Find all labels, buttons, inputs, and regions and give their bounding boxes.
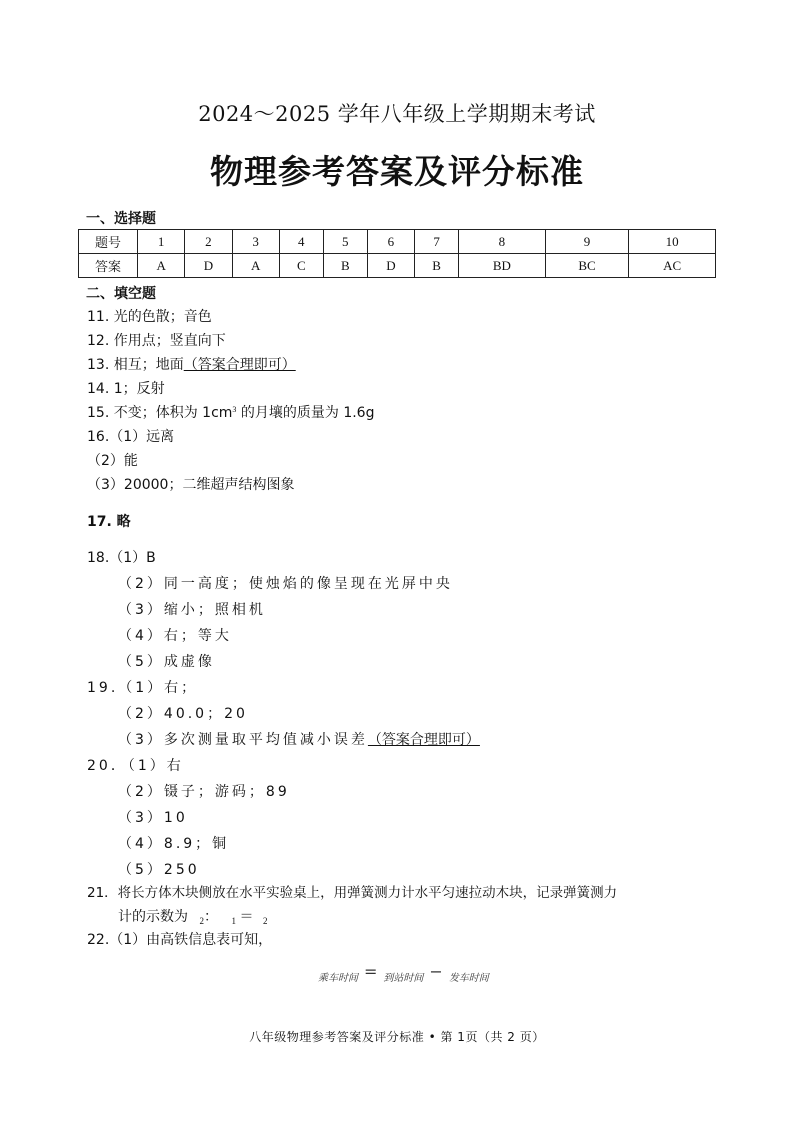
answer-text: 的月壤的质量为 1.6g: [236, 405, 375, 421]
answer-text: （4）8.9；铜: [118, 836, 230, 852]
answer-line-20-3: [118, 807, 188, 827]
answer-line-22-1: [87, 929, 272, 949]
answer-text: 20．（1）右: [87, 758, 184, 774]
answer-line-17: [87, 511, 131, 531]
page-footer: 八年级物理参考答案及评分标准 • 第 1页（共 2 页）: [249, 1030, 545, 1044]
exam-title: 2024～2025 学年八年级上学期期末考试: [198, 102, 596, 126]
answer-line-19-3: [118, 729, 480, 749]
answer-text: （2）40.0；20: [118, 706, 248, 722]
answer-text: （2）镊子；游码；89: [118, 784, 290, 800]
table-cell: A: [232, 254, 279, 278]
table-cell: B: [323, 254, 367, 278]
time-formula: [318, 962, 489, 985]
table-cell: 10: [629, 230, 716, 254]
answer-text: （4）右；等大: [118, 628, 232, 644]
answer-line-16-2: [87, 450, 138, 470]
answer-text: （2）能: [87, 453, 138, 469]
table-cell: BD: [459, 254, 546, 278]
answer-line-13: [87, 354, 296, 374]
table-cell: C: [279, 254, 323, 278]
answer-line-21-1: [87, 881, 617, 901]
answer-text: 18.（1）B: [87, 550, 156, 566]
answer-line-15: [87, 402, 374, 422]
answer-line-16-1: [87, 426, 174, 446]
formula-term: 到站时间: [383, 973, 424, 984]
table-cell: BC: [545, 254, 628, 278]
answer-text: 计的示数为: [118, 909, 188, 925]
answer-line-18-3: [118, 599, 266, 619]
answer-line-20-5: [118, 859, 200, 879]
answer-line-18-2: [118, 573, 453, 593]
answer-text: （2）同一高度；使烛焰的像呈现在光屏中央: [118, 576, 453, 592]
formula-term: 乘车时间: [318, 973, 358, 984]
section-heading-choice: 一、选择题: [86, 211, 156, 227]
table-row-numbers: [79, 230, 716, 254]
table-cell: D: [367, 254, 414, 278]
answer-line-20-4: [118, 833, 229, 853]
answer-text: 22.（1）由高铁信息表可知，: [87, 932, 273, 948]
table-cell: 8: [459, 230, 546, 254]
table-cell: 9: [545, 230, 628, 254]
answer-note: （答案合理即可）: [183, 357, 296, 373]
answer-text: 12. 作用点；竖直向下: [87, 333, 226, 349]
superscript: 3: [232, 405, 237, 414]
formula-term: 发车时间: [448, 973, 489, 984]
answer-table: [78, 229, 716, 278]
section-heading-fill: 二、填空题: [86, 286, 156, 302]
answer-text: （5）250: [118, 862, 200, 878]
answer-line-21-2: [118, 906, 268, 926]
answer-text: 21．将长方体木块侧放在水平实验桌上，用弹簧测力计水平匀速拉动木块，记录弹簧测力: [87, 885, 618, 901]
answer-text: （5）成虚像: [118, 654, 215, 670]
formula-operator: −: [429, 962, 443, 981]
table-cell: AC: [629, 254, 716, 278]
answer-line-14: [87, 378, 165, 398]
table-cell: 5: [323, 230, 367, 254]
answer-text: 16.（1）远离: [87, 429, 175, 445]
table-row-label: 题号: [79, 230, 138, 254]
table-cell: 1: [138, 230, 185, 254]
table-cell: D: [185, 254, 232, 278]
table-row-answers: [79, 254, 716, 278]
subscript: 2: [199, 916, 204, 926]
answer-text: 19.（1）右；: [87, 680, 199, 696]
equals-sign: ＝: [239, 909, 254, 925]
answer-text: 14. 1；反射: [87, 381, 165, 397]
answer-text: 17. 略: [87, 514, 131, 530]
subscript: 1: [231, 916, 236, 926]
table-cell: 2: [185, 230, 232, 254]
table-cell: B: [415, 254, 459, 278]
answer-line-19-1: [87, 677, 198, 697]
separator: ：: [204, 909, 218, 925]
answer-text: （3）缩小；照相机: [118, 602, 266, 618]
answer-line-19-2: [118, 703, 248, 723]
answer-line-18-1: [87, 547, 156, 567]
answer-text: （3）10: [118, 810, 188, 826]
table-cell: 4: [279, 230, 323, 254]
answer-line-16-3: [87, 474, 294, 494]
answer-text: （3）20000；二维超声结构图象: [87, 477, 295, 493]
answer-line-20-1: [87, 755, 184, 775]
subscript: 2: [263, 916, 268, 926]
answer-line-12: [87, 330, 226, 350]
answer-line-18-4: [118, 625, 232, 645]
formula-operator: =: [364, 962, 378, 981]
answer-text: 15. 不变；体积为 1cm: [87, 405, 233, 421]
answer-text: 13. 相互；地面: [87, 357, 184, 373]
answer-note: （答案合理即可）: [367, 732, 480, 748]
document-subtitle: 物理参考答案及评分标准: [210, 152, 584, 191]
answer-text: （3）多次测量取平均值减小误差: [118, 732, 368, 748]
table-cell: 3: [232, 230, 279, 254]
table-cell: A: [138, 254, 185, 278]
table-row-label: 答案: [79, 254, 138, 278]
table-cell: 7: [415, 230, 459, 254]
answer-text: 11. 光的色散；音色: [87, 309, 212, 325]
answer-line-20-2: [118, 781, 290, 801]
table-cell: 6: [367, 230, 414, 254]
answer-line-18-5: [118, 651, 215, 671]
answer-line-11: [87, 306, 212, 326]
